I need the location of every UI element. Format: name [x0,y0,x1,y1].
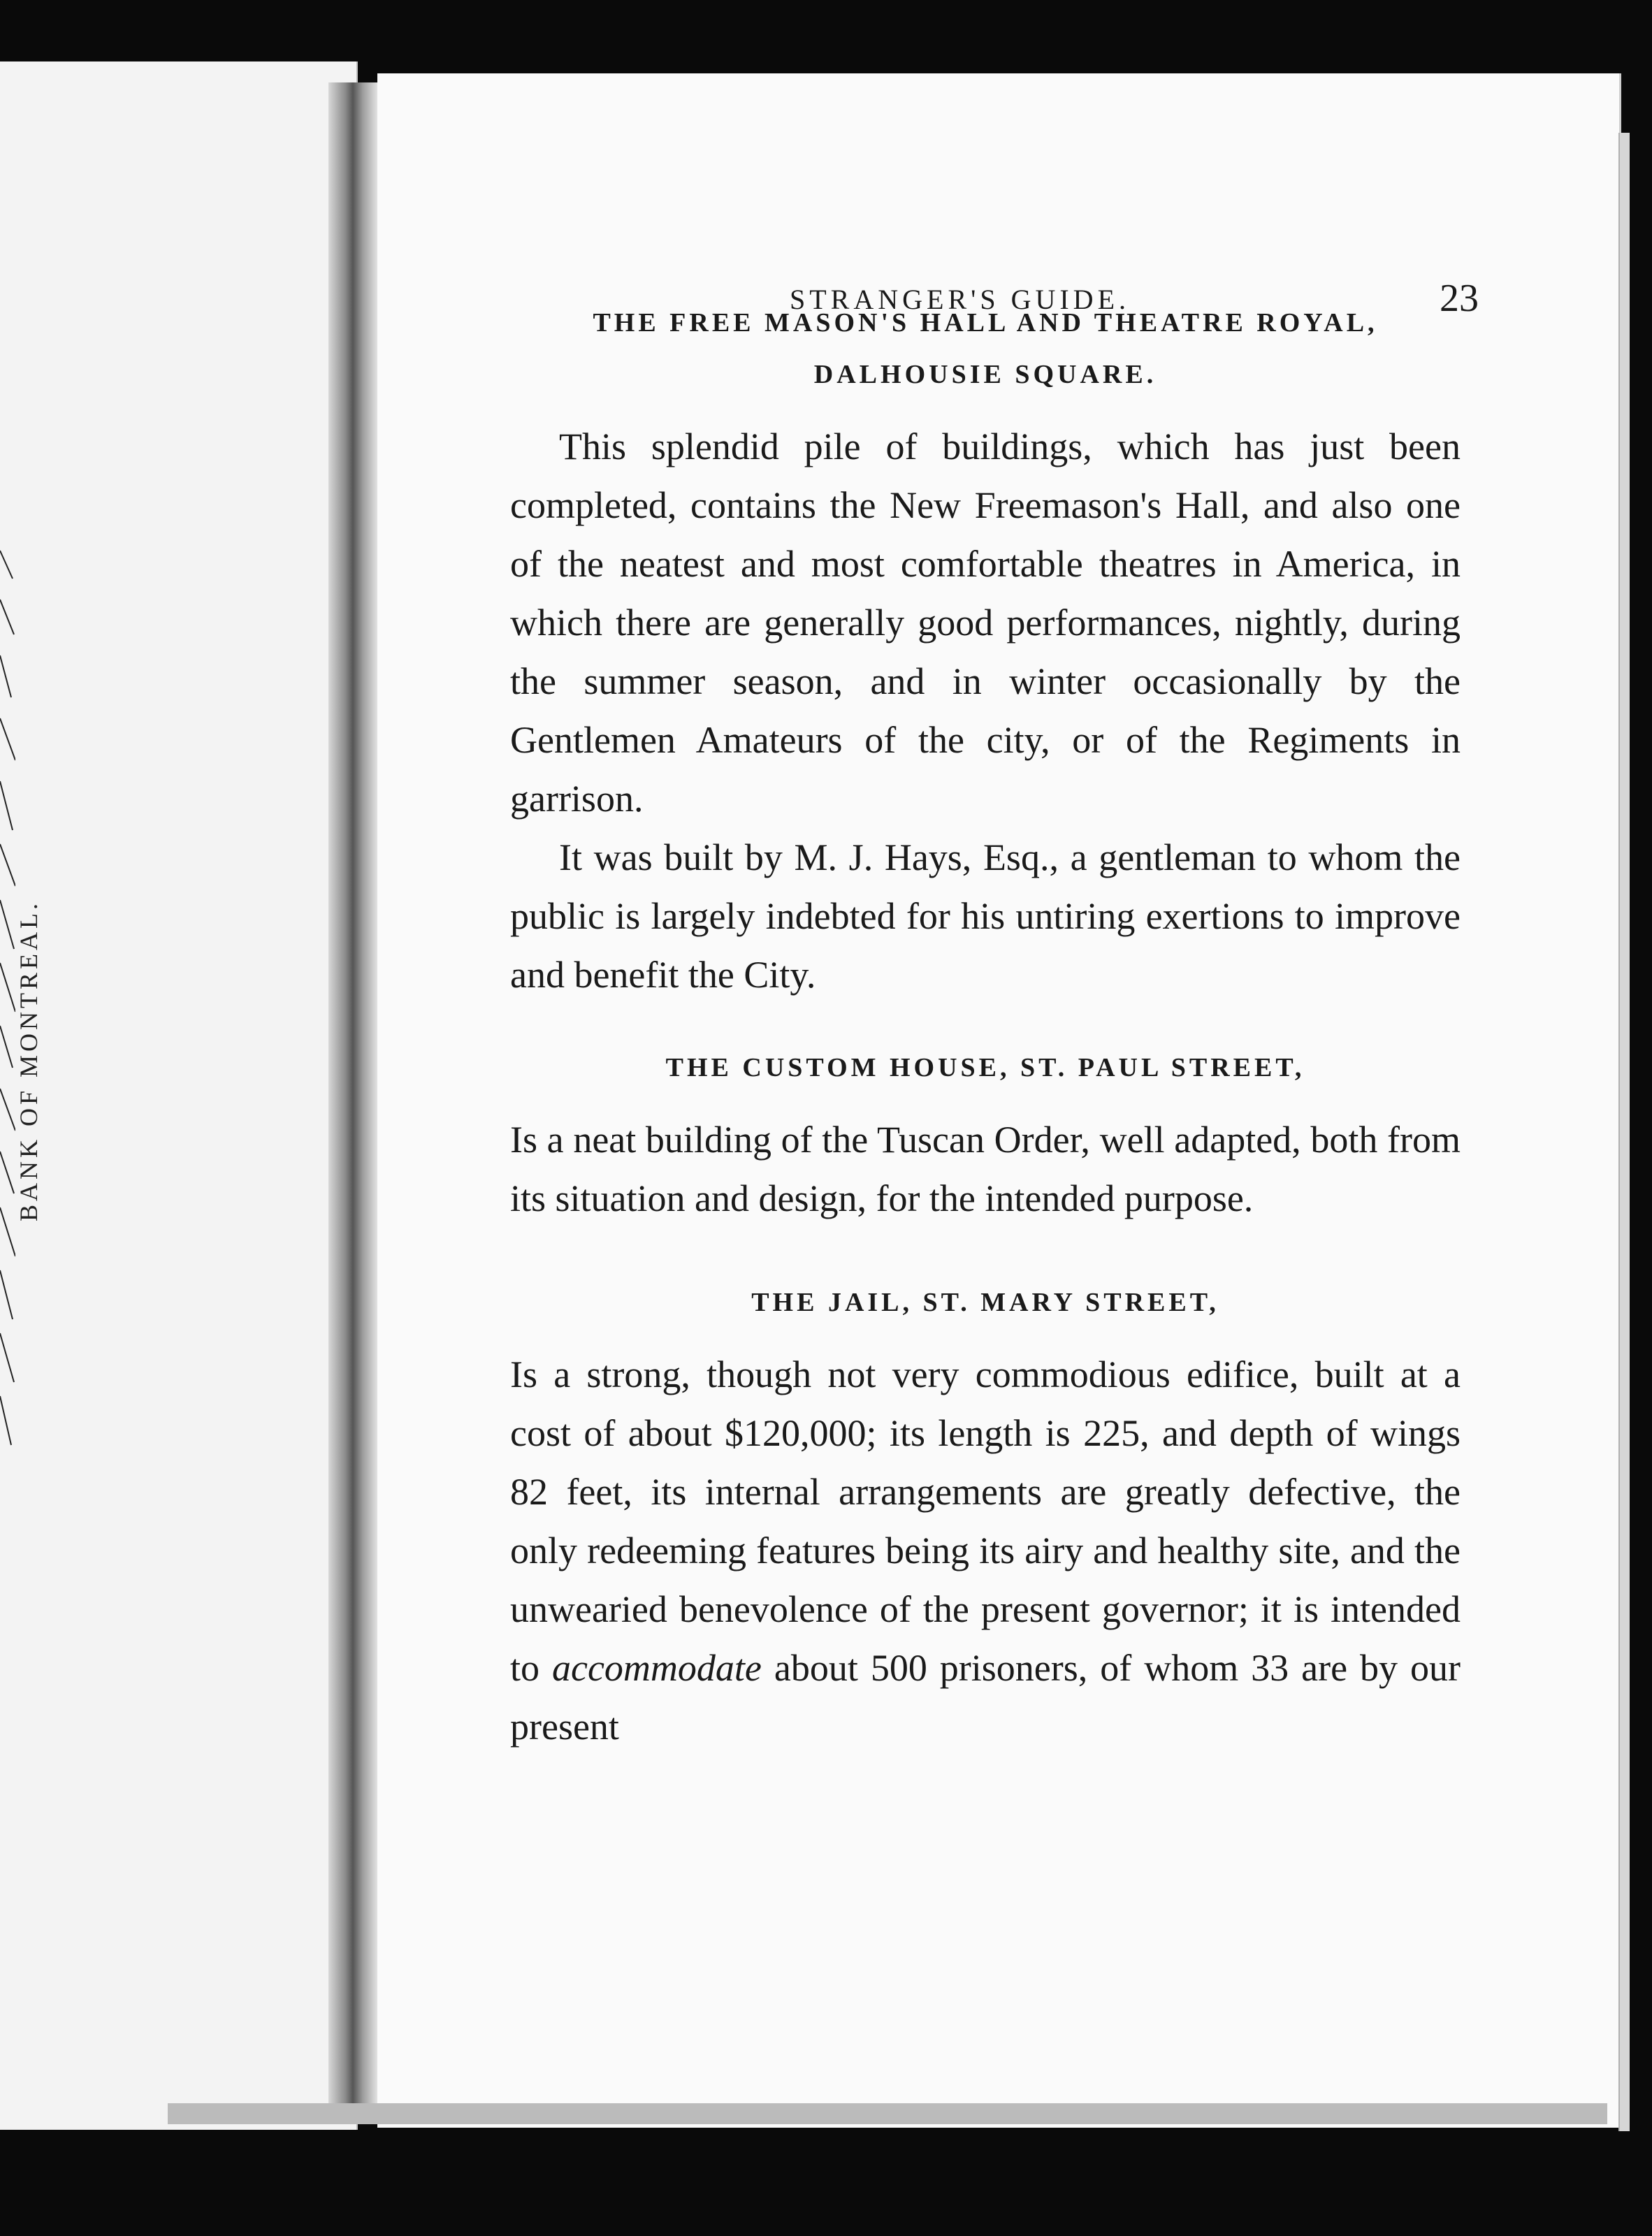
paragraph [510,828,1461,1004]
paragraph-text: about 500 prisoners, of whom 33 are by our present [510,1647,1461,1748]
page-number: 23 [1440,277,1479,320]
emphasized-word: accommodate [552,1647,762,1689]
book-page [377,73,1621,2128]
paragraph [510,1345,1461,1756]
book-bottom-edge [168,2103,1607,2124]
running-title: STRANGER'S GUIDE. [790,284,1130,315]
paragraph [510,1110,1461,1228]
page-edge [1618,133,1630,2131]
section-subheading: DALHOUSIE SQUARE. [813,360,1157,389]
section-heading: THE CUSTOM HOUSE, ST. PAUL STREET, [665,1053,1305,1082]
page-content [510,297,1461,1756]
illustration-caption: BANK OF MONTREAL. [15,899,43,1221]
engraving-illustration [0,537,15,1473]
paragraph [510,417,1461,828]
facing-page [0,61,358,2130]
running-header [377,206,1621,320]
book-gutter [328,82,377,2109]
section-heading: THE FREE MASON'S HALL AND THEATRE ROYAL, [593,308,1378,337]
paragraph-text: Is a neat building of the Tuscan Order, well adapted, both from its situation and design, for the intended purpose. [510,1119,1461,1219]
paragraph-text: Is a strong, though not very commodious edifice, built at a cost of about $120,000; its length is 225, and depth of wings 82 feet, its internal arrangements are greatly defective, the only redeeming features being its airy and healthy site, and the unwearied benevolence of the present governor; it is intended to [510,1353,1461,1689]
section-heading: THE JAIL, ST. MARY STREET, [751,1288,1219,1317]
paragraph-text: It was built by M. J. Hays, Esq., a gentleman to whom the public is largely indebted for his untiring exertions to improve and benefit the City. [510,836,1461,996]
paragraph-text: This splendid pile of buildings, which has just been completed, contains the New Freemason's Hall, and also one of the neatest and most comfortable theatres in America, in which there are generally good performances, nightly, during the summer season, and in winter occasionally by the Gentlemen Amateurs of the city, or of the Regiments in garrison. [510,426,1461,820]
